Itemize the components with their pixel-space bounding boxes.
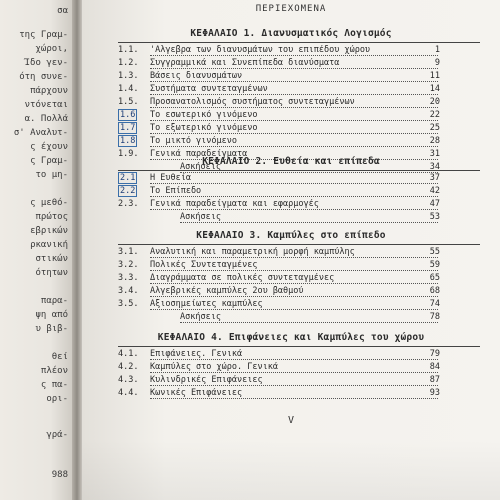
section-number — [118, 136, 146, 146]
section-title-text: Κυλινδρικές Επιφάνειες — [150, 375, 263, 385]
page-shadow — [82, 440, 500, 500]
left-page — [0, 0, 72, 500]
chapter-entries — [82, 173, 500, 225]
toc-row — [82, 247, 500, 260]
section-number-text: 1.2. — [118, 58, 139, 68]
toc-row — [82, 71, 500, 84]
section-page-number: 79 — [429, 349, 440, 359]
chapter-section — [82, 28, 500, 175]
section-number — [118, 199, 146, 209]
section-number — [118, 349, 146, 359]
toc-row — [82, 136, 500, 149]
section-number — [118, 375, 146, 385]
section-page-number: 84 — [429, 362, 440, 372]
section-page-number: 53 — [429, 212, 440, 222]
section-title — [150, 349, 244, 359]
toc-exercises-row — [82, 312, 500, 325]
section-title — [150, 97, 357, 107]
section-title-text: Προσανατολισμός συστήματος συντεταγμένων — [150, 97, 355, 107]
chapter-rule — [118, 42, 480, 43]
section-page-number: 9 — [434, 58, 440, 68]
section-number — [118, 45, 146, 55]
section-title-text: Το μικτό γινόμενο — [150, 136, 237, 146]
chapter-title: ΚΕΦΑΛΑΙΟ 4. Επιφάνειες και Καμπύλες του χώρου — [157, 332, 425, 343]
section-page-number: 78 — [429, 312, 440, 322]
section-number — [118, 58, 146, 68]
section-page-number: 14 — [429, 84, 440, 94]
section-number-text: 1.9. — [118, 149, 139, 159]
page-heading: ΠΕΡΙΕΧΟΜΕΝΑ — [255, 4, 327, 14]
toc-row — [82, 362, 500, 375]
section-title-text: Συγγραμμικά και Συνεπίπεδα διανύσματα — [150, 58, 340, 68]
toc-row — [82, 110, 500, 123]
chapter-rule — [118, 244, 480, 245]
section-title — [150, 173, 193, 183]
left-text-fragment: εβρικών — [30, 226, 68, 236]
section-number — [118, 247, 146, 257]
section-number — [118, 110, 146, 120]
toc-row — [82, 286, 500, 299]
section-number — [118, 123, 146, 133]
section-page-number: 31 — [429, 149, 440, 159]
left-text-fragment: ότη συνε- — [19, 72, 68, 82]
section-title-text: Το εσωτερικό γινόμενο — [150, 110, 258, 120]
toc-row — [82, 199, 500, 212]
book-gutter — [72, 0, 82, 500]
left-text-fragment: υ βιβ- — [35, 324, 68, 334]
toc-exercises-row — [82, 212, 500, 225]
section-number-text: 1.8 — [120, 136, 136, 146]
toc-row — [82, 260, 500, 273]
section-page-number: 47 — [429, 199, 440, 209]
left-text-fragment: 988 — [51, 470, 68, 480]
left-text-fragment: σα — [57, 6, 68, 16]
toc-row — [82, 186, 500, 199]
left-text-fragment: παρα- — [40, 296, 68, 306]
section-title — [150, 71, 244, 81]
chapter-entries — [82, 247, 500, 325]
section-number-text: 3.5. — [118, 299, 139, 309]
section-title — [150, 286, 306, 296]
section-page-number: 28 — [429, 136, 440, 146]
left-text-fragment: γρά- — [46, 430, 68, 440]
left-text-fragment: ψη από — [35, 310, 68, 320]
right-page-contents — [82, 0, 500, 500]
section-title — [150, 110, 259, 120]
left-text-fragment: ντόνεται — [24, 100, 68, 110]
section-title — [150, 299, 265, 309]
chapter-title: ΚΕΦΑΛΑΙΟ 2. Ευθεία και επίπεδα — [202, 156, 380, 167]
toc-row — [82, 58, 500, 71]
section-page-number: 65 — [429, 273, 440, 283]
section-number — [118, 362, 146, 372]
left-text-fragment: ς μεθό- — [30, 198, 68, 208]
section-title-text: Γενικά παραδείγματα και εφαρμογές — [150, 199, 319, 209]
section-title-text: Κωνικές Επιφάνειες — [150, 388, 243, 398]
section-page-number: 25 — [429, 123, 440, 133]
section-number-text: 1.6 — [120, 110, 136, 120]
section-number — [118, 260, 146, 270]
chapter-section — [82, 230, 500, 325]
section-number — [118, 71, 146, 81]
section-number-text: 2.3. — [118, 199, 139, 209]
section-number-text: 3.4. — [118, 286, 139, 296]
section-title-text: Το Επίπεδο — [150, 186, 202, 196]
section-number-text: 4.2. — [118, 362, 139, 372]
left-text-fragment: στικών — [35, 254, 68, 264]
left-text-fragment: ς πα- — [40, 380, 68, 390]
section-number-text: 1.5. — [118, 97, 139, 107]
section-number — [118, 186, 146, 196]
section-number-text: 3.1. — [118, 247, 139, 257]
left-text-fragment: πλέον — [40, 366, 68, 376]
chapter-section — [82, 332, 500, 401]
section-title — [150, 84, 270, 94]
section-number-text: 3.2. — [118, 260, 139, 270]
section-page-number: 11 — [429, 71, 440, 81]
section-title-text: Συστήματα συντεταγμένων — [150, 84, 268, 94]
section-title — [150, 45, 372, 55]
chapter-title: ΚΕΦΑΛΑΙΟ 3. Καμπύλες στο επίπεδο — [196, 230, 386, 241]
section-title-text: Καμπύλες στο χώρο. Γενικά — [150, 362, 278, 372]
toc-row — [82, 84, 500, 97]
section-number — [118, 273, 146, 283]
section-page-number: 93 — [429, 388, 440, 398]
left-text-fragment: θεί — [51, 352, 68, 362]
section-page-number: 74 — [429, 299, 440, 309]
toc-row — [82, 375, 500, 388]
section-title — [150, 123, 259, 133]
section-number-text: 2.2 — [120, 186, 136, 196]
left-text-fragment: ότητων — [35, 268, 68, 278]
leader-dots — [150, 173, 438, 184]
chapter-title: ΚΕΦΑΛΑΙΟ 1. Διανυσματικός Λογισμός — [190, 28, 392, 39]
section-page-number: 1 — [434, 45, 440, 55]
toc-row — [82, 123, 500, 136]
section-number-text: 1.7 — [120, 123, 136, 133]
left-text-fragment: της Γραμ- — [19, 30, 68, 40]
section-title — [150, 199, 321, 209]
chapter-entries — [82, 349, 500, 401]
left-text-fragment: το μη- — [35, 170, 68, 180]
toc-row — [82, 173, 500, 186]
section-number — [118, 299, 146, 309]
section-title — [150, 136, 239, 146]
left-text-fragment: πάρχουν — [30, 86, 68, 96]
section-title-text: Ασκήσεις — [180, 312, 221, 322]
section-number — [118, 97, 146, 107]
section-page-number: 55 — [429, 247, 440, 257]
section-page-number: 37 — [429, 173, 440, 183]
left-text-fragment: ς Γραμ- — [30, 156, 68, 166]
section-number-text: 4.1. — [118, 349, 139, 359]
section-number-text: 1.4. — [118, 84, 139, 94]
section-page-number: 42 — [429, 186, 440, 196]
section-title — [150, 273, 336, 283]
section-number — [118, 388, 146, 398]
chapter-rule — [118, 170, 480, 171]
section-title — [150, 260, 259, 270]
section-title — [180, 312, 223, 322]
section-page-number: 34 — [429, 162, 440, 172]
section-title-text: Γενικά παραδείγματα — [150, 149, 248, 159]
left-text-fragment: σ' Αναλυτ- — [13, 128, 68, 138]
section-title-text: Πολικές Συντεταγμένες — [150, 260, 258, 270]
section-title-text: Αξιοσημείωτες καμπύλες — [150, 299, 263, 309]
section-title — [150, 247, 357, 257]
section-number-text: 4.4. — [118, 388, 139, 398]
left-text-fragment: χώροι, — [35, 44, 68, 54]
section-number — [118, 173, 146, 183]
toc-row — [82, 349, 500, 362]
section-title — [150, 388, 244, 398]
section-page-number: 20 — [429, 97, 440, 107]
section-title-text: Ασκήσεις — [180, 162, 221, 172]
left-text-fragment: πρώτος — [35, 212, 68, 222]
toc-row — [82, 97, 500, 110]
left-text-fragment: ορι- — [46, 394, 68, 404]
section-title-text: 'Αλγεβρα των διανυσμάτων του επιπέδου χώρου — [150, 45, 371, 55]
section-title — [180, 212, 223, 222]
section-title-text: Το εξωτερικό γινόμενο — [150, 123, 258, 133]
left-text-fragment: ρκανική — [30, 240, 68, 250]
toc-row — [82, 388, 500, 401]
section-title-text: Βάσεις διανυσμάτων — [150, 71, 243, 81]
toc-row — [82, 299, 500, 312]
section-page-number: 87 — [429, 375, 440, 385]
section-number-text: 1.1. — [118, 45, 139, 55]
section-number — [118, 84, 146, 94]
section-page-number: 68 — [429, 286, 440, 296]
section-title — [150, 375, 265, 385]
section-title — [150, 58, 341, 68]
section-page-number: 59 — [429, 260, 440, 270]
section-title-text: Διαγράμματα σε πολικές συντεταγμένες — [150, 273, 335, 283]
section-title-text: Ασκήσεις — [180, 212, 221, 222]
section-title-text: Η Ευθεία — [150, 173, 191, 183]
section-number-text: 3.3. — [118, 273, 139, 283]
toc-row — [82, 273, 500, 286]
section-title-text: Αναλυτική και παραμετρική μορφή καμπύλης — [150, 247, 355, 257]
section-number-text: 4.3. — [118, 375, 139, 385]
toc-row — [82, 45, 500, 58]
section-title — [150, 362, 280, 372]
left-text-fragment: Ίδο γεν- — [24, 58, 68, 68]
page-number: V — [287, 415, 295, 426]
section-title-text: Επιφάνειες. Γενικά — [150, 349, 243, 359]
chapter-section — [82, 156, 500, 225]
section-title-text: Αλγεβρικές καμπύλες 2ου βαθμού — [150, 286, 304, 296]
left-text-fragment: α. Πολλά — [24, 114, 68, 124]
section-number-text: 1.3. — [118, 71, 139, 81]
section-page-number: 22 — [429, 110, 440, 120]
section-number — [118, 286, 146, 296]
left-text-fragment: ς έχουν — [30, 142, 68, 152]
section-number-text: 2.1 — [120, 173, 136, 183]
section-title — [150, 186, 203, 196]
chapter-rule — [118, 346, 480, 347]
